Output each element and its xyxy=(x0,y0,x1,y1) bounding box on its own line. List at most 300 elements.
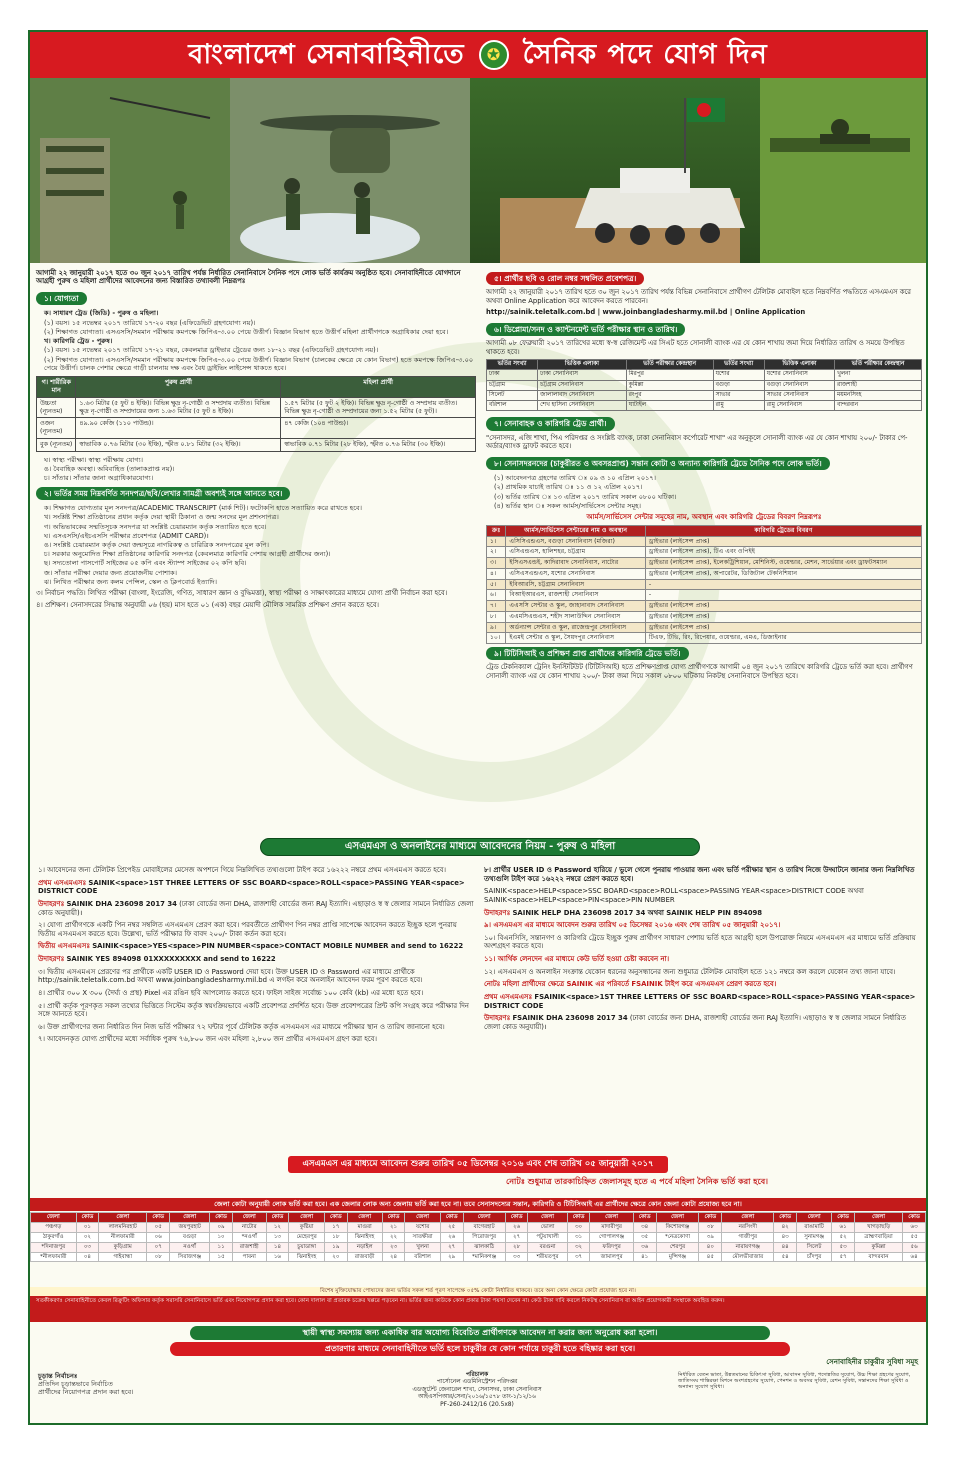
section2-header: ২। ভর্তির সময় নিম্নবর্ণিত সনদপত্র/ছবি/লেখার সামগ্রী অবশ্যই সঙ্গে আনতে হবে। xyxy=(36,487,290,500)
district-name: রাঙামাটি xyxy=(797,1222,832,1232)
table-row xyxy=(31,1222,926,1232)
fraud-warning-band: প্রতারণার মাধ্যমে সেনাবাহিনীতে ভর্তি হলে চাকুরীর যে কোন পর্যায়ে চাকুরী হতে বহিষ্কার করা হবে। xyxy=(170,1342,790,1356)
table-header: ভর্তি পরীক্ষার কেন্দ্রস্থান xyxy=(626,360,713,370)
table-header-row xyxy=(31,1213,926,1223)
district-code: ৩৮ xyxy=(699,1222,722,1232)
district-code: ৩৬ xyxy=(633,1242,656,1252)
district-code: ৫৪ xyxy=(774,1252,797,1262)
first-sms-label: প্রথম এসএমএসঃ xyxy=(484,992,533,1001)
table-header: জেলা xyxy=(170,1213,210,1223)
table-cell: ৪৭ কেজি (১০৪ পাউন্ড)। xyxy=(281,418,476,439)
table-row xyxy=(37,418,476,439)
district-name: যশোর xyxy=(405,1222,440,1232)
district-name: ব্রাহ্মণবাড়িয়া xyxy=(854,1232,902,1242)
district-name: গাজীপুর xyxy=(722,1232,774,1242)
table-cell: ড্রাইভার (লাইসেন্স প্রাপ্ত) xyxy=(645,611,921,622)
table-header: কোড xyxy=(440,1213,463,1223)
district-name: খুলনা xyxy=(405,1242,440,1252)
trade-table-title: আর্মস/সার্ভিসেস সেন্টার সমূহের নাম, অবস্থান এবং কারিগরি ট্রেডের বিবরণ নিম্নরূপঃ xyxy=(586,513,822,521)
table-cell: কুমিল্লা xyxy=(626,380,713,390)
female-sms-format xyxy=(484,993,922,1010)
district-name: বগুড়া xyxy=(170,1232,210,1242)
district-name: ঝিনাইদহ xyxy=(289,1252,325,1262)
table-cell: ৪৯.৯০ কেজি (১১০ পাউন্ড)। xyxy=(76,418,281,439)
table-row xyxy=(37,439,476,452)
hero-photo-collage xyxy=(30,78,926,263)
female-sms-example xyxy=(484,1014,922,1031)
table-header: কোড xyxy=(699,1213,722,1223)
district-name: মাদারীপুর xyxy=(590,1222,633,1232)
district-name: লালমনিরহাট xyxy=(99,1222,147,1232)
table-header: কোড xyxy=(210,1213,233,1223)
table-row xyxy=(31,1242,926,1252)
table-header-row xyxy=(487,360,922,370)
district-code: ১২ xyxy=(266,1222,289,1232)
table-row xyxy=(31,1252,926,1262)
table-cell: স্বাভাবিক ০.৭৬ মিটার (৩০ ইঞ্চি), স্ফীত ০.৮১ মিটার (৩২ ইঞ্চি)। xyxy=(76,439,281,452)
exam-centers-table xyxy=(486,359,922,411)
district-name: পঞ্চগড় xyxy=(31,1222,77,1232)
swimming-requirement: চ। সাঁতার। সাঁতার জানা অগ্রাধিকারযোগ্য। xyxy=(44,474,154,483)
second-sms-code: SAINIK<space>YES<space>PIN NUMBER<space>CONTACT MOBILE NUMBER and send to 16222 xyxy=(92,942,464,951)
sms-step-11: ১১। আর্থিক লেনদেন এর মাধ্যমে কেউ ভর্তি হওয়া চেষ্টা করবেন না। xyxy=(484,955,670,963)
table-cell: ঘাটাইল xyxy=(626,401,713,411)
district-name: ঝালকাঠি xyxy=(463,1242,505,1252)
district-code: ০২ xyxy=(76,1232,99,1242)
district-code: ৩৭ xyxy=(567,1252,590,1262)
district-name: পাবনা xyxy=(232,1252,266,1262)
list-item: (১) আবেদনপত্র গ্রহণের তারিখ ঃ ০৯ ও ১০ এপ্রিল ২০১৭। xyxy=(494,474,657,483)
first-sms-label: প্রথম এসএমএসঃ xyxy=(38,878,87,887)
table-header: আর্মস/সার্ভিসেস সেন্টারের নাম ও অবস্থান xyxy=(506,525,645,536)
section9-text: ট্রেড টেকনিক্যাল ট্রেনিং ইনস্টিটিউট (টিটিসিআই) হতে প্রশিক্ষণপ্রাপ্ত যোগ্য প্রার্থীগণকে আগামী ০৪ জুন ২০১৭ তারিখে কারিগরি ট্রেডে ভর্তি করা হবে। প্রার্থীগণ সোনালী ব্যাংক এর যে কোন শাখায় ২০০/- টাকা জমা দিয়ে সকাল ০৮০০ ঘটিকায় নিকটস্থ সেনানিবাসে উপস্থিত হবে। xyxy=(486,663,913,680)
district-code: ২৪ xyxy=(382,1252,405,1262)
district-code: ০৮ xyxy=(147,1252,170,1262)
district-code: ৩০ xyxy=(567,1222,590,1232)
pf-reference: PF-260-2412/16 (20.5x8) xyxy=(440,1401,514,1408)
district-name: চুয়াডাঙ্গা xyxy=(289,1242,325,1252)
district-name: জামালপুর xyxy=(590,1252,633,1262)
table-header: জেলা xyxy=(289,1213,325,1223)
health-requirement: ঘ। স্বাস্থ্য পরীক্ষা। স্বাস্থ্য পরীক্ষায় যোগ্য। xyxy=(44,456,144,464)
district-name: শরীয়তপুর xyxy=(528,1252,567,1262)
table-cell: ড্রাইভার (লাইসেন্স প্রাপ্ত), ইলেকট্রিশিয়ান, মেশিনিস্ট, ওয়েল্ডার, মেশন, সার্ভেয়ার এবং ড্রাফটসম্যান xyxy=(645,558,921,569)
right-column xyxy=(486,269,922,683)
final-selection xyxy=(38,1372,248,1397)
sms-step-2: ২। যোগ্য প্রার্থীগণকে একটি পিন নম্বর সম্বলিত এসএমএস প্রেরণ করা হবে। পরবর্তীতে প্রার্থীগণ পিন নম্বর প্রাপ্তি সাপেক্ষে আবেদন করতে ইচ্ছুক হলে পুনরায় দ্বিতীয় এসএমএস করতে হবে। উল্লেখ্য, ভর্তি পরীক্ষার ফি বাবদ ২০০/- টাকা কর্তন করা হবে। xyxy=(38,921,457,938)
district-code: ২০ xyxy=(325,1252,348,1262)
table-header: ভিত্তিক এলাকা xyxy=(764,360,834,370)
physical-standards-table xyxy=(36,376,476,452)
final-selection-line: প্রার্থীদের নিয়োগপত্র প্রদান করা হবে। xyxy=(38,1388,134,1397)
example-code: SAINIK DHA 236098 2017 34 xyxy=(66,899,177,908)
district-code: ৪৫ xyxy=(699,1252,722,1262)
table-header-row xyxy=(487,525,922,536)
district-name: মৌলভীবাজার xyxy=(722,1252,774,1262)
recruitment-poster xyxy=(28,30,928,1425)
district-name: নাটোর xyxy=(232,1222,266,1232)
table-cell: ২। xyxy=(487,547,506,558)
district-name: নড়াইল xyxy=(347,1242,382,1252)
banner-title-left: বাংলাদেশ সেনাবাহিনীতে xyxy=(188,39,465,71)
table-cell: ইসিএসএন্ডই, কাদিরাবাদ সেনানিবাস, নাটোর xyxy=(506,558,645,569)
section8-header: ৮। সেনাসদরনদের (চাকুরীরত ও অবসরপ্রাপ্ত) সন্তান কোটা ও অন্যান্য কারিগরি ট্রেডে সৈনিক পদে লোক ভর্তি। xyxy=(486,457,830,470)
list-item: জ। সাঁতার পরীক্ষা দেয়ার জন্য প্রয়োজনীয় পোশাক। xyxy=(44,568,177,577)
section5-header: ৫। প্রার্থীর ছবি ও রোল নম্বর সম্বলিত প্রবেশপত্র। xyxy=(486,272,644,285)
district-name: রাজবাড়ী xyxy=(347,1252,382,1262)
district-code: ৩৩ xyxy=(505,1252,528,1262)
table-header: পুরুষ প্রার্থী xyxy=(76,376,281,397)
list-item: (৩) ভর্তির তারিখ ঃ ১৩ এপ্রিল ২০১৭ তারিখ সকাল ০৮০০ ঘটিকা। xyxy=(494,492,677,501)
district-code: ৪৪ xyxy=(774,1242,797,1252)
district-code: ২৭ xyxy=(505,1232,528,1242)
district-name: চাঁদপুর xyxy=(797,1252,832,1262)
example-note: (ঢাকা বোর্ডের জন্য DHA, রাজশাহী বোর্ডের জন্য RAJ ইত্যাদি। এছাড়াও স্ব স্ব জেলার সামনে নির্ধারিত জেলা কোড অনুযায়ী)। xyxy=(38,899,474,917)
district-code: ১৮ xyxy=(325,1232,348,1242)
district-code: ২১ xyxy=(382,1222,405,1232)
table-header: ভিত্তিক এলাকা xyxy=(538,360,626,370)
table-row xyxy=(487,547,922,558)
table-header: জেলা xyxy=(405,1213,440,1223)
example-code: SAINIK YES 894098 01XXXXXXXXX and send to 16222 xyxy=(66,955,276,963)
table-cell: চট্টগ্রাম সেনানিবাস xyxy=(538,380,626,390)
table-cell: রামু সেনানিবাস xyxy=(764,401,834,411)
district-code: ০৬ xyxy=(147,1232,170,1242)
army-emblem-icon: ✪ xyxy=(479,40,509,70)
section6-text: আগামী ০৮ ফেব্রুয়ারী ২০১৭ তারিখের মধ্যে স্ব-স্ব রেজিমেন্ট এর সিএট হতে সোনালী ব্যাংক এর যে কোন শাখায় জমা দিয়ে নির্ধারিত তারিখ ও সময়ে উপস্থিত থাকতে হবে। xyxy=(486,339,905,356)
example-label: উদাহরণঃ xyxy=(38,899,65,908)
table-cell: - xyxy=(645,579,921,590)
table-cell: ৮। xyxy=(487,611,506,622)
table-cell: ড্রাইভার (লাইসেন্স প্রাপ্ত), টিএ এবং ওপিইই xyxy=(645,547,921,558)
table-header: কোড xyxy=(633,1213,656,1223)
district-name: পিরোজপুর xyxy=(463,1232,505,1242)
list-item: ঙ। সংশ্লিষ্ট চেয়ারম্যান কর্তৃক দেয়া জন্মসূত্রে নাগরিকত্ব ও চারিত্রিক সনদপত্রের মূল কপি। xyxy=(44,541,269,550)
table-row xyxy=(487,622,922,633)
sms-rules-right xyxy=(484,866,922,1035)
table-cell: সাভার xyxy=(713,390,764,400)
table-header: ভর্তির সংখ্যা xyxy=(713,360,764,370)
sms-step-4: ৪। প্রার্থীর ৩০০ X ৩০০ (দৈর্ঘ্য ও প্রস্থ) Pixel এর রঙিন ছবি আপলোড করতে হবে। ফাইল সাইজ সর্বোচ্চ ১০০ কেবি (kb) এর মধ্যে হতে হবে। xyxy=(38,988,424,997)
table-header: গ। শারীরিক মান xyxy=(37,376,76,397)
table-cell: যশোর সেনানিবাস xyxy=(764,370,834,380)
district-name: সুনামগঞ্জ xyxy=(797,1232,832,1242)
table-header: কোড xyxy=(774,1213,797,1223)
second-sms-label: দ্বিতীয় এসএমএসঃ xyxy=(38,942,90,951)
district-code: ২২ xyxy=(382,1232,405,1242)
issuer-block xyxy=(352,1372,602,1409)
table-cell: ড্রাইভার (লাইসেন্স প্রাপ্ত), অপারেটর, ডিজিটাল টেকনিশিয়ান xyxy=(645,568,921,579)
district-name: মুন্সিগঞ্জ xyxy=(656,1252,699,1262)
table-cell: ৯। xyxy=(487,622,506,633)
warning-notice: সতর্কীকরণঃ সেনাবাহিনীতে কেবল রিক্রুটিং অফিসার কর্তৃক সরাসরি সেনানিবাসে ভর্তি এবং নিয়োগপত্র প্রদান করা হবে। কোন দালাল বা প্রতারক চক্রের খপ্পরে পড়বেন না। ভর্তির জন্য কাউকে কোন প্রকার টাকা পয়সা দেবেন না। কেউ টাকা দাবি করলে নিকটস্থ সেনানিবাস বা আইন প্রয়োগকারী সংস্থাকে অবহিত করুন। xyxy=(30,1296,926,1322)
gd-age: (১) বয়স। ১৫ নভেম্বর ২০১৭ তারিখে ১৭-২০ বছর (এফিডেভিট গ্রহণযোগ্য নয়)। xyxy=(44,318,256,327)
table-cell: ১। xyxy=(487,536,506,547)
district-name: জয়পুরহাট xyxy=(170,1222,210,1232)
gd-trade-heading: ক। সাধারণ ট্রেড (জিডি) - পুরুষ ও মহিলা। xyxy=(44,309,159,318)
district-name: কিশোরগঞ্জ xyxy=(656,1222,699,1232)
table-cell: বুক (ন্যূনতম) xyxy=(37,439,76,452)
district-code: ৬৪ xyxy=(903,1252,926,1262)
table-cell: ৩। xyxy=(487,558,506,569)
district-name: মেহেরপুর xyxy=(289,1232,325,1242)
table-cell: সিলেট xyxy=(487,390,538,400)
section7-text: "সেনাসদর, এজি শাখা, পিএ পরিদপ্তর ও সংশ্লিষ্ট ব্যাংক, ঢাকা সেনানিবাস কর্পোরেট শাখা" এর অনুকূলে সোনালী ব্যাংক এর যে কোন শাখায় ২০০/- টাকার পে-অর্ডার/ব্যাংক ড্রাফট করতে হবে। xyxy=(486,433,908,451)
table-header: ভর্তি পরীক্ষার কেন্দ্রস্থান xyxy=(835,360,922,370)
district-code: ৫৭ xyxy=(832,1252,855,1262)
example-label: উদাহরণঃ xyxy=(484,1014,511,1023)
district-code: ২৬ xyxy=(440,1232,463,1242)
table-cell: বিআইআরএস, রাজশাহী সেনানিবাস xyxy=(506,590,645,601)
sainik-link[interactable]: http://sainik.teletalk.com.bd xyxy=(486,308,596,317)
district-code: ২৩ xyxy=(382,1242,405,1252)
example-code: FSAINIK DHA 236098 2017 34 xyxy=(512,1014,628,1023)
table-cell: ৭। xyxy=(487,601,506,612)
list-item: (৪) ভর্তির স্থান ঃ সকল আর্মস/সার্ভিসেস সেন্টার সমূহ। xyxy=(494,501,641,510)
district-code: ১৭ xyxy=(325,1222,348,1232)
marital-status: ঙ। বৈবাহিক অবস্থা। অবিবাহিত (তালাকপ্রাপ্ত নয়)। xyxy=(44,465,175,474)
example-code: SAINIK HELP DHA 236098 2017 34 অথবা SAINIK HELP PIN 894098 xyxy=(512,908,763,917)
district-name: কুড়িগ্রাম xyxy=(99,1242,147,1252)
table-cell: বগুড়া সেনানিবাস xyxy=(764,380,834,390)
sms-date-band: এসএমএস এর মাধ্যমে আবেদন শুরুর তারিখ ০৫ ডিসেম্বর ২০১৬ এবং শেষ তারিখ ০৫ জানুয়ারী ২০১৭ xyxy=(288,1156,668,1173)
intro-text: আগামী ২২ জানুয়ারী ২০১৭ হতে ৩০ জুন ২০১৭ তারিখ পর্যন্ত নির্ধারিত সেনানিবাসে সৈনিক পদে লোক ভর্তি কার্যক্রম অনুষ্ঠিত হবে। সেনাবাহিনীতে যোগদানে আগ্রহী পুরুষ ও মহিলা প্রার্থীদের আবেদনের জন্য বিস্তারিত তথ্যাবলী নিম্নরূপঃ xyxy=(36,269,461,286)
district-code: ৬৩ xyxy=(903,1222,926,1232)
district-code-table xyxy=(30,1212,926,1262)
example-label: উদাহরণঃ xyxy=(484,908,511,917)
district-name: কুষ্টিয়া xyxy=(289,1222,325,1232)
table-row xyxy=(487,568,922,579)
technical-trade-heading: খ। কারিগরি ট্রেড - পুরুষ। xyxy=(44,337,113,346)
district-code: ৫২ xyxy=(832,1232,855,1242)
table-header: জেলা xyxy=(31,1213,77,1223)
district-quota-band: জেলা কোটা অনুযায়ী লোক ভর্তি করা হবে। এক জেলার লোক অন্য জেলায় ভর্তি করা হবে না। তবে সেনাসদস্যের সন্তান, কারিগরি ও টিটিসিআই এর প্রার্থীদের ক্ষেত্রে কোন জেলা কোটা প্রযোজ্য হবে না। xyxy=(30,1198,926,1211)
district-code: ২৬ xyxy=(505,1222,528,1232)
district-name: মাগুরা xyxy=(347,1222,382,1232)
table-cell: উচ্চতা (ন্যূনতম) xyxy=(37,397,76,418)
list-item: ঝ। লিখিত পরীক্ষার জন্য কলম পেন্সিল, স্কেল ও ক্লিপবোর্ড ইত্যাদি। xyxy=(44,577,217,586)
table-header: জেলা xyxy=(528,1213,567,1223)
selection-procedure: ৩। নির্বাচন পদ্ধতি। লিখিত পরীক্ষা (বাংলা, ইংরেজি, গণিত, সাধারণ জ্ঞান ও বুদ্ধিমত্তা), স্বাস্থ্য পরীক্ষা ও সাক্ষাৎকারের মাধ্যমে যোগ্য প্রার্থী নির্বাচন করা হবে। xyxy=(36,589,448,598)
district-code: ০১ xyxy=(76,1222,99,1232)
district-code: ৩৫ xyxy=(633,1232,656,1242)
training-info: ৪। প্রশিক্ষণ। সেনাসদরের সিদ্ধান্ত অনুযায়ী ০৬ (ছয়) মাস হতে ০১ (এক) বছর মেয়াদী মৌলিক সামরিক প্রশিক্ষণ প্রদান করতে হবে। xyxy=(36,600,379,609)
table-header: মহিলা প্রার্থী xyxy=(281,376,476,397)
district-name: বাগেরহাট xyxy=(463,1222,505,1232)
district-code: ০৫ xyxy=(147,1222,170,1232)
table-header: জেলা xyxy=(797,1213,832,1223)
table-cell: ইবিআরসি, চট্টগ্রাম সেনানিবাস xyxy=(506,579,645,590)
table-header: কোড xyxy=(147,1213,170,1223)
table-header: কারিগরি ট্রেডের বিবরণ xyxy=(645,525,921,536)
table-cell: চট্টগ্রাম xyxy=(487,380,538,390)
district-name: বান্দরবান xyxy=(854,1252,902,1262)
district-code: ১০ xyxy=(210,1232,233,1242)
district-code: ০৭ xyxy=(147,1242,170,1252)
final-selection-title: চূড়ান্ত নির্বাচনঃ xyxy=(38,1372,78,1380)
female-note: নোটঃ মহিলা প্রার্থীদের ক্ষেত্রে SAINIK এর পরিবর্তে FSAINIK টাইপ করে এসএমএস প্রেরণ করতে হবে। xyxy=(484,980,777,989)
table-header: জেলা xyxy=(347,1213,382,1223)
table-row xyxy=(487,390,922,400)
second-sms-example xyxy=(38,955,474,964)
district-name: শেরপুর xyxy=(656,1242,699,1252)
sms-step-9: ৯। এসএমএস এর মাধ্যমে আবেদন শুরুর তারিখ ০৫ ডিসেম্বর ২০১৬ এবং শেষ তারিখ ০৫ জানুয়ারী ২০১৭। xyxy=(484,921,781,930)
trades-table xyxy=(486,525,922,644)
district-name: রাজশাহী xyxy=(232,1242,266,1252)
district-name: ফরিদপুর xyxy=(590,1242,633,1252)
sms-step-1: ১। আবেদনের জন্য টেলিটক প্রিপেইড মোবাইলের মেসেজ অপশনে গিয়ে নিম্নলিখিত তথ্যগুলো টাইপ করে ১৬২২২ নম্বরে প্রথম এসএমএস করতে হবে। xyxy=(38,866,446,874)
table-row xyxy=(487,380,922,390)
list-item: চ। সরকার অনুমোদিত শিক্ষা প্রতিষ্ঠানের কারিগরি সনদপত্র (কেবলমাত্র কারিগরি পেশায় আগ্রহী প্রার্থীদের জন্য)। xyxy=(44,550,331,559)
table-cell: অর্ডন্যান্স সেন্টার ও স্কুল, রাজেন্দ্রপুর সেনানিবাস xyxy=(506,622,645,633)
technical-education: (২) শিক্ষাগত যোগ্যতা। এসএসসি/সমমান পরীক্ষায় কমপক্ষে জিপিএ-৩.০০ পেয়ে উত্তীর্ণ। বিজ্ঞান বিভাগ (চালকের ক্ষেত্রে যে কোন বিভাগ) হতে কমপক্ষে জিপিএ-৩.০০ পেয়ে উত্তীর্ণ। চালক পেশার ক্ষেত্রে গাড়ী চালনায় দক্ষ এবং বৈধ ড্রাইভিং লাইসেন্স থাকতে হবে। xyxy=(44,355,474,372)
district-name: নীলফামারী xyxy=(99,1232,147,1242)
table-cell: ড্রাইভার (লাইসেন্স প্রাপ্ত) xyxy=(645,536,921,547)
female-sms-code: FSAINIK<space>1ST THREE LETTERS OF SSC BOARD<space>ROLL<space>PASSING YEAR<space> DISTRICT CODE xyxy=(484,992,916,1010)
help-sms-format: SAINIK<space>HELP<space>SSC BOARD<space>ROLL<space>PASSING YEAR<space>DISTRICT CODE অথবা SAINIK<space>HELP<space>PIN<space>PIN NUMBER xyxy=(484,887,864,904)
table-cell: স্বাভাবিক ০.৭১ মিটার (২৮ ইঞ্চি), স্ফীত ০.৭৬ মিটার (৩০ ইঞ্চি)। xyxy=(281,439,476,452)
district-code: ২৭ xyxy=(440,1242,463,1252)
sms-step-3: ৩। দ্বিতীয় এসএমএস প্রেরণের পর প্রার্থীকে একটি USER ID ও Password দেয়া হবে। উক্ত USER ID ও Password এর মাধ্যমে প্রার্থীকে http://sainik.teletalk.com.bd অথবা www.joinbangladesharmy.mil.bd এ লগইন করে অনলাইন আবেদন ফরম পূরণ করতে হবে। xyxy=(38,967,423,985)
district-code: ৪২ xyxy=(774,1222,797,1232)
table-cell: ৫। xyxy=(487,579,506,590)
table-header: কোড xyxy=(266,1213,289,1223)
district-name: বরিশাল xyxy=(405,1252,440,1262)
table-cell: ইএমই সেন্টার ও স্কুল, সৈয়দপুর সেনানিবাস xyxy=(506,633,645,644)
district-code: ০৪ xyxy=(76,1252,99,1262)
district-name: *মানিকগঞ্জ xyxy=(463,1252,505,1262)
women-district-note: নোটঃ শুধুমাত্র তারকাচিহ্নিত জেলাসমূহ হতে এ পর্বে মহিলা সৈনিক ভর্তি করা হবে। xyxy=(506,1177,769,1186)
freedom-fighter-notice: বিশেষ মুক্তিযোদ্ধার পোষ্যদের জন্য ভর্তির সকল শর্ত পূরণ সাপেক্ষে ০৫% কোটা নির্ধারিত থাকবে। তবে অন্য কোন ক্ষেত্রে কোটা প্রযোজ্য হবে না। xyxy=(30,1287,926,1296)
table-cell: এসিসিএন্ডএস, বগুড়া সেনানিবাস (মজিরা) xyxy=(506,536,645,547)
table-header: কোড xyxy=(325,1213,348,1223)
table-header: জেলা xyxy=(99,1213,147,1223)
sms-step-8: ৮। প্রার্থীর USER ID ও Password হারিয়ে / ভুলে গেলে পুনরায় পাওয়ার জন্য এবং ভর্তি পরীক্ষার স্থান ও তারিখ নিজে উদ্ঘাটনে জানার জন্য নিম্নলিখিত তথ্যগুলি টাইপ করে ১৬২২২ নম্বরে প্রেরণ করতে হবে। xyxy=(484,866,915,883)
table-cell: সাভার সেনানিবাস xyxy=(764,390,834,400)
banner-title-right: সৈনিক পদে যোগ দিন xyxy=(522,39,768,71)
issuer-title: পরিচালক xyxy=(465,1372,489,1378)
district-code: ১৪ xyxy=(266,1242,289,1252)
table-cell: ১.৫৭ মিটার (৫ ফুট ২ ইঞ্চি)। বিভিন্ন ক্ষুদ্র নৃ-গোষ্ঠী ও সম্প্রদায় ব্যতীত। বিভিন্ন ক্ষুদ্র নৃ-গোষ্ঠী ও সম্প্রদায়ের জন্য ১.৫২ মিটার (৫ ফুট)। xyxy=(281,397,476,418)
district-code: ১৬ xyxy=(266,1252,289,1262)
district-code: ২৮ xyxy=(505,1242,528,1252)
table-cell: - xyxy=(645,590,921,601)
section6-header: ৬। ডিপ্লোমা/সনদ ও ক্যান্টনমেন্ট ভর্তি পরীক্ষার স্থান ও তারিখ। xyxy=(486,323,685,336)
final-selection-line: প্রতিদিন চূড়ান্তভাবে নির্বাচিত xyxy=(38,1380,113,1389)
table-row xyxy=(487,590,922,601)
table-header-row xyxy=(37,376,476,397)
table-header: কোড xyxy=(832,1213,855,1223)
table-header: ক্রঃ xyxy=(487,525,506,536)
benefits-text: নির্ধারিত বেতন ভাতা, উন্নতমানের চিকিৎসা সুবিধা, আবাসন সুবিধা, পদোন্নতির সুযোগ, উচ্চ শিক্ষা গ্রহণের সুযোগ, জাতিসংঘ শান্তিরক্ষা মিশনে অংশগ্রহণের সুযোগ, পেনশন ও অবসর সুবিধা, রেশন সুবিধা, সন্তানদের শিক্ষা সুবিধা ও অন্যান্য সুযোগ সুবিধা। xyxy=(678,1372,911,1391)
table-header: কোড xyxy=(382,1213,405,1223)
table-cell: বরিশাল xyxy=(487,401,538,411)
table-row xyxy=(37,397,476,418)
table-cell: এএমসিএন্ডএস, শহীদ সালাউদ্দিন সেনানিবাস xyxy=(506,611,645,622)
district-name: *নেত্রকোণা xyxy=(656,1232,699,1242)
district-name: *নীলফামারী xyxy=(31,1252,77,1262)
district-name: নরসিংদী xyxy=(722,1222,774,1232)
district-name: ঝিনাইদহ xyxy=(347,1232,382,1242)
district-code: ২৯ xyxy=(440,1252,463,1262)
table-cell: টিএফ, টিভি, রিং, রিপেয়ার, ওয়েল্ডার, এমএ, ডিজাইনার xyxy=(645,633,921,644)
district-code: ১৩ xyxy=(266,1232,289,1242)
district-code: ৩১ xyxy=(567,1232,590,1242)
table-cell: ড্রাইভার (লাইসেন্স প্রাপ্ত) xyxy=(645,601,921,612)
table-row xyxy=(487,401,922,411)
benefits-title: সেনাবাহিনীর চাকুরীর সুবিধা সমূহ xyxy=(826,1358,918,1366)
table-header: জেলা xyxy=(854,1213,902,1223)
table-cell: ১.৬৩ মিটার (৫ ফুট ৪ ইঞ্চি)। বিভিন্ন ক্ষুদ্র নৃ-গোষ্ঠী ও সম্প্রদায় ব্যতীত। বিভিন্ন ক্ষুদ্র নৃ-গোষ্ঠী ও সম্প্রদায়ের জন্য ১.৬৩ মিটার (৫ ফুট ৪ ইঞ্চি)। xyxy=(76,397,281,418)
table-row xyxy=(31,1232,926,1242)
second-sms-format xyxy=(38,942,474,951)
table-cell: ১০। xyxy=(487,633,506,644)
table-header: কোড xyxy=(76,1213,99,1223)
table-cell: এসিএসএন্ডএস, যশোর সেনানিবাস xyxy=(506,568,645,579)
list-item: গ। অভিভাবকের সম্মতিসূচক সনদপত্র যা সংশ্লিষ্ট চেয়ারম্যান কর্তৃক সত্যায়িত হতে হবে। xyxy=(44,522,267,531)
sms-step-10: ১০। বিএনসিসি, সন্তানগণ ও কারিগরি ট্রেডে ইচ্ছুক পুরুষ প্রার্থীগণ সাধারণ পেশায় ভর্তি হতে আগ্রহী হলে উপরোক্ত নিয়মে এসএমএস এর মাধ্যমে ভর্তি প্রক্রিয়ায় অংশগ্রহণ করতে হবে। xyxy=(484,933,916,951)
example-note: (ঢাকা বোর্ডের জন্য DHA, রাজশাহী বোর্ডের জন্য RAJ ইত্যাদি। এছাড়াও স্ব স্ব জেলার সামনে নির্ধারিত জেলা কোড অনুযায়ী)। xyxy=(484,1014,906,1031)
table-row xyxy=(487,536,922,547)
district-name: সিলেট xyxy=(797,1242,832,1252)
sms-step-7: ৭। আবেদনকৃত যোগ্য প্রার্থীদের মধ্যে সর্বাধিক পুরুষ ৭৬,৮০০ জন এবং মহিলা ২,৮০০ জন প্রার্থীর এসএমএস গ্রহণ করা হবে। xyxy=(38,1035,377,1044)
army-link[interactable]: www.joinbangladesharmy.mil.bd xyxy=(602,308,728,317)
example-label: উদাহরণঃ xyxy=(38,955,65,963)
district-code: ১৫ xyxy=(210,1252,233,1262)
district-name: *দিনাজপুর xyxy=(31,1242,77,1252)
online-application-label: Online Application xyxy=(734,308,806,317)
first-sms-example xyxy=(38,900,474,917)
table-cell: ময়মনসিংহ xyxy=(835,390,922,400)
table-row xyxy=(487,611,922,622)
sms-step-5: ৫। প্রার্থী কর্তৃক পূরণকৃত সকল তথ্যের ভিত্তিতে সিস্টেম কর্তৃক স্বয়ংক্রিয়ভাবে একটি প্রবেশপত্র প্রদর্শিত হবে। উক্ত প্রবেশপত্রের প্রিন্ট কপি সংগ্রহ করে পরীক্ষার দিন সঙ্গে আনতে হবে। xyxy=(38,1001,469,1019)
district-name: নারায়ণগঞ্জ xyxy=(722,1242,774,1252)
apply-links: http://sainik.teletalk.com.bd | www.joinbangladesharmy.mil.bd | Online Application xyxy=(486,308,806,317)
district-name: খাগড়াছড়ি xyxy=(854,1222,902,1232)
list-item: ঘ। এসএসসি/এইচএসসি পরীক্ষার প্রবেশপত্র (ADMIT CARD)। xyxy=(44,531,209,540)
district-name: ভোলা xyxy=(528,1222,567,1232)
district-name: গোপালগঞ্জ xyxy=(590,1232,633,1242)
table-header: জেলা xyxy=(463,1213,505,1223)
district-name: *নওগাঁ xyxy=(232,1232,266,1242)
table-row xyxy=(487,370,922,380)
table-header: কোড xyxy=(903,1213,926,1223)
table-cell: মিরপুর xyxy=(626,370,713,380)
district-code: ০৩ xyxy=(76,1242,99,1252)
list-item: ক। শিক্ষাগত যোগ্যতার মূল সনদপত্র/ACADEMIC TRANSCRIPT (মার্ক শিট)। ফটোকপি হাতে সত্যায়িত করে রাখতে হবে। xyxy=(44,504,362,513)
table-header: কোড xyxy=(505,1213,528,1223)
table-cell: ওজন (ন্যূনতম) xyxy=(37,418,76,439)
table-row xyxy=(487,601,922,612)
table-cell: বান্দরবান xyxy=(835,401,922,411)
district-code: ৫৫ xyxy=(903,1232,926,1242)
table-cell: ৪। xyxy=(487,568,506,579)
table-cell: রাজশাহী xyxy=(835,380,922,390)
district-code: ৩২ xyxy=(567,1242,590,1252)
section7-header: ৭। সেনাবাহক ও কারিগরি ট্রেড প্রার্থী। xyxy=(486,417,615,430)
sms-rules-title: এসএমএস ও অনলাইনের মাধ্যমে আবেদনের নিয়ম - পুরুষ ও মহিলা xyxy=(260,838,700,856)
sms-step-12: ১২। এসএমএস ও অনলাইন সংক্রান্ত যেকোন ধরনের অনুসন্ধানের জন্য শুধুমাত্র টেলিটক মোবাইল হতে ১২১ নম্বরে কল করলে যেকোন তথ্য জানা যাবে। xyxy=(484,967,896,976)
table-cell: বগুড়া xyxy=(713,380,764,390)
district-code: ১১ xyxy=(210,1242,233,1252)
district-code: ৫৬ xyxy=(903,1242,926,1252)
table-header: জেলা xyxy=(656,1213,699,1223)
district-code: ৪৩ xyxy=(774,1232,797,1242)
table-row xyxy=(487,633,922,644)
table-header: জেলা xyxy=(232,1213,266,1223)
table-cell: রংপুর xyxy=(626,390,713,400)
district-code: ৫৩ xyxy=(832,1242,855,1252)
